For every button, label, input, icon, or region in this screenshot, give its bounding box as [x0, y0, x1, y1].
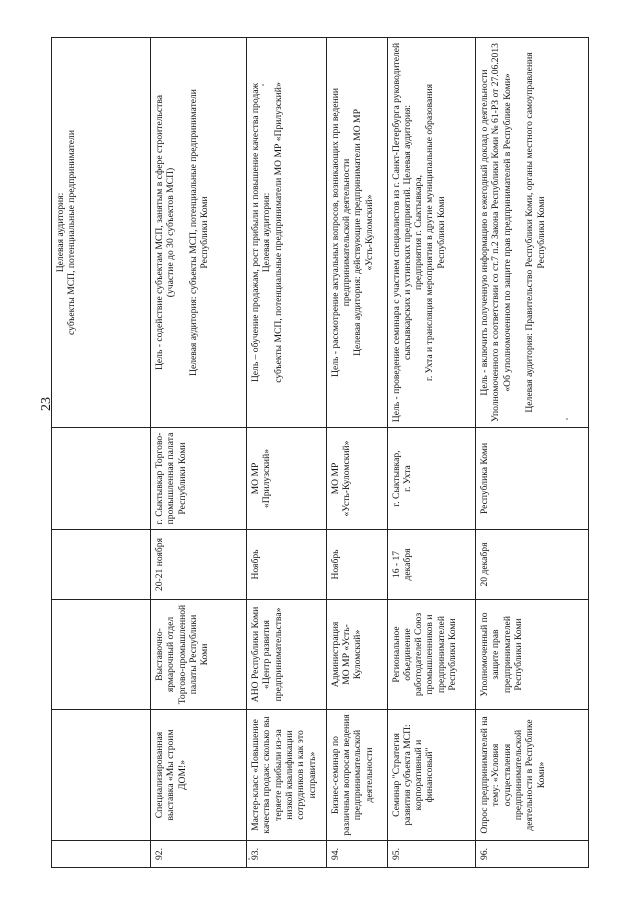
- event-name: Семинар "Стратегия развития субъекта МСП: корпоративный и финансовый": [390, 724, 436, 826]
- event-goal-cell: [151, 38, 247, 428]
- row-number: 93.: [250, 848, 262, 860]
- event-name: Мастер-класс «Повышение качества продаж: сколько вы теряете прибыли из-за низкой квалификации сотрудников и как это исправить»: [250, 716, 318, 834]
- row-number: 96.: [479, 848, 490, 860]
- rotated-page: [51, 38, 589, 868]
- table-row: [52, 38, 151, 868]
- event-name-cell: [247, 710, 327, 841]
- organizer: АНО Республики Коми «Центр развития предпринимательства»: [250, 606, 284, 703]
- event-place-cell: [476, 428, 589, 530]
- event-place: г. Сыктывкар, г. Ухта: [390, 450, 413, 507]
- event-place: г. Сыктывкар Торгово-промышленная палата Республики Коми: [154, 432, 188, 525]
- page-number: 23: [39, 397, 54, 411]
- event-date: 20-21 ноября: [154, 537, 166, 592]
- event-place-cell: [52, 428, 151, 530]
- row-number-cell: [52, 841, 151, 868]
- event-date-cell: [247, 530, 327, 600]
- organizer: Администрация МО МР «Усть-Куломский»: [329, 621, 364, 688]
- row-number-cell: [151, 841, 247, 868]
- organizer: Уполномоченный по защите прав предпринимателей Республики Коми: [479, 612, 524, 697]
- event-place: МО МР «Усть-Куломский»: [329, 440, 353, 517]
- event-date-cell: [52, 530, 151, 600]
- event-date-cell: [326, 530, 387, 600]
- organizer-cell: [387, 600, 475, 710]
- event-date-cell: [476, 530, 589, 600]
- event-name-cell: [326, 710, 387, 841]
- row-number: 95.: [390, 848, 402, 860]
- organizer-cell: [247, 600, 327, 710]
- organizer: Региональное объединение работодателей Союз промышленников и предпринимателей Республики Коми: [390, 612, 459, 697]
- event-date-cell: [151, 530, 247, 600]
- row-number-cell: [476, 841, 589, 868]
- row-number: 94.: [329, 848, 341, 860]
- event-name: Опрос предпринимателей на тему: «Условия осуществления предпринимательской деятельности в Республике Коми»: [479, 716, 547, 834]
- event-goal: Цель – обучение продажам, рост прибыли и повышение качества продаж Целевая аудитория: субъекты МСП, потенциальные предприниматели МО МР «Прилузский»: [250, 82, 284, 383]
- row-number-cell: [247, 841, 327, 868]
- event-goal: Цель - рассмотрение актуальных вопросов, возникающих при ведении предпринимательской деятельности Целевая аудитория: действующие предприниматели МО МР «Усть-Куломский»: [329, 88, 375, 377]
- event-name: Бизнес-семинар по различным вопросам ведения предпринимательской деятельности: [329, 714, 375, 836]
- table-row: [326, 38, 387, 868]
- event-date: 16 - 17 декабря: [390, 548, 413, 581]
- event-goal: Цель - проведение семинара с участием специалистов из г. Санкт-Петербурга руководителей сыктывкарских и ухтинских предприятий. Целевая аудитория: предприятия г. Сыктывкара, г. Ухта и трансляция мероприятия в другие муниципальные образования Республики Коми: [390, 42, 447, 423]
- event-goal-cell: [52, 38, 151, 428]
- event-date: 20 декабря: [479, 542, 490, 587]
- table-row: [247, 38, 327, 868]
- event-name-cell: [387, 710, 475, 841]
- event-date-cell: [387, 530, 475, 600]
- event-goal: Целевая аудитория: субъекты МСП, потенциальные предприниматели: [55, 130, 78, 335]
- organizer-cell: [52, 600, 151, 710]
- organizer: Выставочно-ярмарочный отдел Торгово-промышленной палаты Республики Коми: [154, 604, 211, 705]
- event-date: Ноябрь: [329, 549, 341, 580]
- event-name-cell: [476, 710, 589, 841]
- event-place: МО МР «Прилузский»: [250, 449, 273, 509]
- event-goal-cell: [247, 38, 327, 428]
- event-name-cell: [151, 710, 247, 841]
- event-place-cell: [387, 428, 475, 530]
- event-place: Республика Коми: [479, 442, 490, 515]
- event-date: Ноябрь: [250, 549, 262, 580]
- event-place-cell: [247, 428, 327, 530]
- event-goal: Цель - содействие субъектам МСП, занятым в сфере строительства (участие до 30 субъектов МСП) Целевая аудитория: субъекты МСП, потенциальные предприниматели Республики Коми: [154, 89, 211, 376]
- row-number-cell: [387, 841, 475, 868]
- table-row: [387, 38, 475, 868]
- event-place-cell: [326, 428, 387, 530]
- events-table: [51, 37, 589, 868]
- event-name-cell: [52, 710, 151, 841]
- row-number: 92.: [154, 848, 166, 860]
- event-goal-cell: [326, 38, 387, 428]
- event-goal-cell: [476, 38, 589, 428]
- event-goal: Цель - включить полученную информацию в ежегодный доклад о деятельности Уполномоченного в соответствии со ст.7 п.2 Закона Республики Коми № 61-РЗ от 27.06.2013 «Об уполномоченном по защите прав предпринимателей в Республике Коми» Целевая аудитория: Правительство Республики Коми, органы местного самоуправления Республики Коми: [479, 43, 547, 422]
- organizer-cell: [151, 600, 247, 710]
- event-place-cell: [151, 428, 247, 530]
- event-goal-cell: [387, 38, 475, 428]
- organizer-cell: [326, 600, 387, 710]
- organizer-cell: [476, 600, 589, 710]
- table-row: [151, 38, 247, 868]
- row-number-cell: [326, 841, 387, 868]
- table-row: [476, 38, 589, 868]
- event-name: Специализированная выставка «Мы строим ДОМ!»: [154, 729, 188, 821]
